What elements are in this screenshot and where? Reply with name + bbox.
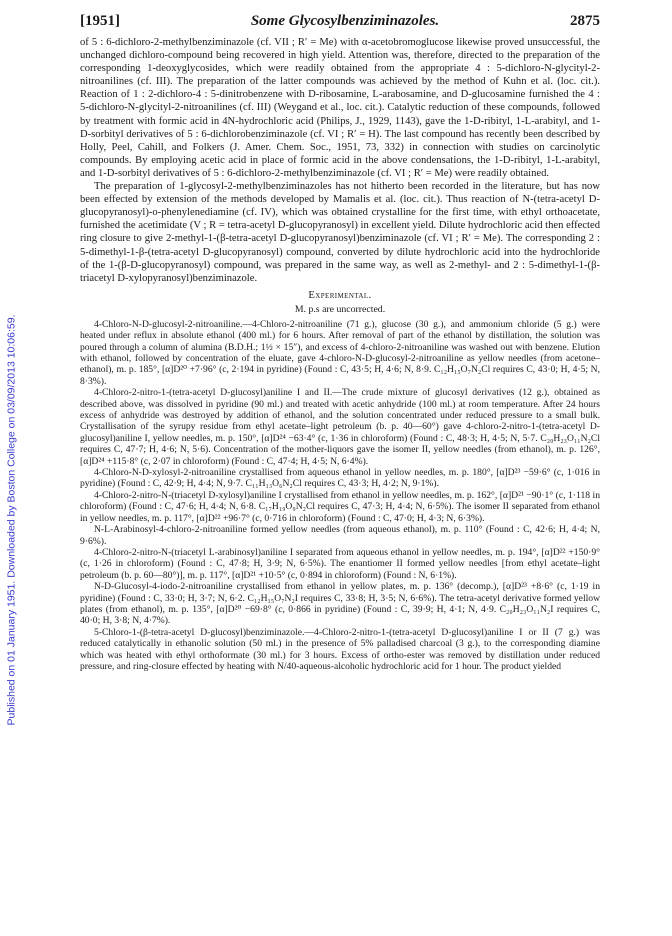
provenance-text: Published on 01 January 1951. Downloaded by Boston College on 03/09/2013 10:06:59. [5, 314, 18, 726]
experimental-paragraph: 4-Chloro-N-D-xylosyl-2-nitroaniline crystallised from aqueous ethanol in yellow needles, m. p. 180°, [α]D²³ −59·6° (c, 1·016 in pyridine) (Found : C, 42·9; H, 4·4; N, 9·7. C₁₁H₁₃O₆N₂Cl requires C, 43·3; H, 4·2; N, 9·1%). [80, 467, 600, 490]
experimental-paragraph: N-L-Arabinosyl-4-chloro-2-nitroaniline formed yellow needles (from aqueous ethanol), m. p. 110° (Found : C, 42·6; H, 4·4; N, 9·6%). [80, 524, 600, 547]
experimental-paragraph: 4-Chloro-2-nitro-N-(triacetyl L-arabinosyl)aniline I separated from aqueous ethanol in yellow needles, m. p. 194°, [α]D²² +150·9° (c, 1·26 in chloroform) (Found : C, 47·8; H, 3·9; N, 6·5%). The enantiomer II formed yellow needles [from ethyl acetate–light petroleum (b. p. 60—80°)], m. p. 117°, [α]D²¹ +10·5° (c, 0·894 in chloroform) (Found : N, 6·1%). [80, 546, 600, 581]
running-title: Some Glycosylbenziminazoles. [250, 13, 440, 29]
download-provenance-note [2, 130, 20, 910]
experimental-paragraph: 5-Chloro-1-(β-tetra-acetyl D-glucosyl)benziminazole.—4-Chloro-2-nitro-1-(tetra-acetyl D-glucosyl)aniline I or II (7 g.) was reduced catalytically in ethanolic solution (50 ml.) in the presence of 5% palladised charcoal (3 g.), to the corresponding diamine which was heated with ethyl orthoformate (30 ml.) for 3 hours. Excess of ortho-ester was removed by distillation under reduced pressure, and ring-closure effected by heating with N/40-aqueous-alcoholic hydrochloric acid for 1 hour. The product yielded [80, 626, 600, 672]
page-header [80, 13, 600, 31]
body-paragraph: of 5 : 6-dichloro-2-methylbenziminazole (cf. VII ; R′ = Me) with α-acetobromoglucose likewise proved unsuccessful, the unchanged dichloro-compound being recovered in high yield. Attention was, therefore, directed to the preparation of the corresponding 1-deoxyglycosides, which were readily obtained from the appropriate 4 : 5-dichloro-N-glycityl-2-nitroanilines (cf. III). The preparation of the latter compounds was achieved by the method of Kuhn et al. (loc. cit.). Reaction of 1 : 2-dichloro-4 : 5-dinitrobenzene with D-ribosamine, L-arabosamine, and D-glucosamine furnished the 4 : 5-dichloro-N-glycityl-2-nitroanilines (cf. III) (Weygand et al., loc. cit.). Catalytic reduction of these compounds, followed by treatment with formic acid in 4N-hydrochloric acid (Philips, J., 1929, 1143), gave the 1-D-ribityl, 1-L-arabityl, and 1-D-sorbityl derivatives of 5 : 6-dichlorobenziminazole (cf. VI ; R′ = H). The last compound has recently been described by Holly, Peel, Cahill, and Folkers (J. Amer. Chem. Soc., 1951, 73, 332) in connection with studies on carcinolytic compounds. By employing acetic acid in place of formic acid in the above condensations, the 1-D-ribityl, 1-L-arabityl, and 1-D-sorbityl derivatives of 5 : 6-dichloro-2-methylbenziminazole (cf. VI ; R′ = Me) were readily obtained. [80, 37, 600, 179]
page-number: 2875 [569, 13, 600, 29]
experimental-paragraph: 4-Chloro-2-nitro-1-(tetra-acetyl D-glucosyl)aniline I and II.—The crude mixture of glucosyl derivatives (12 g.), obtained as described above, was dissolved in pyridine (90 ml.) and treated with acetic anhydride (100 ml.) at room temperature. After 24 hours excess of anhydride was destroyed by addition of ethanol, and the solution concentrated under reduced pressure to a small bulk. Crystallisation of the syrupy residue from ethyl acetate–light petroleum (b. p. 40—60°) gave 4-chloro-2-nitro-1-(tetra-acetyl D-glucosyl)aniline I, yellow needles, m. p. 150°, [α]D²⁴ −63·4° (c, 1·36 in chloroform) (Found : C, 48·3; H, 4·5; N, 5·7. C₂₀H₂₃O₁₁N₂Cl requires C, 47·7; H, 4·6; N, 5·6). Concentration of the mother-liquors gave the isomer II, yellow needles (from ethanol), m. p. 126°, [α]D²⁴ +115·8° (c, 2·07 in chloroform) (Found : C, 47·4; H, 4·5; N, 6·4%). [80, 387, 600, 467]
section-heading: Experimental. [308, 289, 372, 301]
experimental-paragraph: N-D-Glucosyl-4-iodo-2-nitroaniline crystallised from ethanol in yellow plates, m. p. 136° (decomp.), [α]D²³ +8·6° (c, 1·19 in pyridine) (Found : C, 33·0; H, 3·7; N, 6·2. C₁₂H₁₅O₇N₂I requires C, 33·8; H, 3·5; N, 6·6%). The tetra-acetyl derivative formed yellow plates (from ethanol), m. p. 135°, [α]D²⁰ −69·8° (c, 0·866 in pyridine) (Found : C, 39·9; H, 4·1; N, 4·9. C₂₀H₂₃O₁₁N₂I requires C, 40·0; H, 3·8; N, 4·7%). [80, 581, 600, 627]
experimental-paragraph: 4-Chloro-N-D-glucosyl-2-nitroaniline.—4-Chloro-2-nitroaniline (71 g.), glucose (30 g.), and ammonium chloride (5 g.) were heated under reflux in absolute ethanol (400 ml.) for 6 hours. After removal of part of the ethanol by distillation, the solution was poured through a column of alumina (B.D.H.; 1½ × 15″), and excess of 4-chloro-2-nitroaniline was washed out with benzene. Elution with ethanol, followed by concentration of the eluate, gave 4-chloro-N-D-glucosyl-2-nitroaniline as yellow needles (from acetone–ethanol), m. p. 185°, [α]D²⁰ +7·96° (c, 2·194 in pyridine) (Found : C, 43·5; H, 4·6; N, 8·9. C₁₂H₁₅O₇N₂Cl requires C, 43·0; H, 4·5; N, 8·3%). [80, 318, 600, 387]
section-subheading: M. p.s are uncorrected. [294, 303, 386, 315]
body-paragraph: The preparation of 1-glycosyl-2-methylbenziminazoles has not hitherto been recorded in the literature, but has now been effected by extension of the methods developed by Mamalis et al. (loc. cit.). Thus reaction of N-(tetra-acetyl D-glucopyranosyl)-o-phenylenediamine (cf. IV), which was obtained crystalline for the first time, with ethyl orthoacetate, furnished the acetimidate (V ; R = tetra-acetyl D-glucopyranosyl) in excellent yield. Dilute hydrochloric acid then effected ring closure to give 2-methyl-1-(β-tetra-acetyl D-glucopyranosyl)benziminazole (cf. VI ; R′ = Me). The corresponding 2 : 5-dimethyl-1-β-(tetra-acetyl D-glucopyranosyl) compound, converted by dilute hydrochloric acid into the hydrochloride of the 1-(β-D-glucopyranosyl) compound, was prepared in the same way, as well as 2-methyl- and 2 : 5-dimethyl-1-(β-triacetyl D-xylopyranosyl)benziminazole. [80, 181, 600, 284]
header-year: [1951] [80, 13, 120, 29]
introduction-text [80, 36, 600, 285]
experimental-paragraph: 4-Chloro-2-nitro-N-(triacetyl D-xylosyl)aniline I crystallised from ethanol in yellow needles, m. p. 162°, [α]D²¹ −90·1° (c, 1·118 in chloroform) (Found : C, 47·6; H, 4·4; N, 6·8. C₁₇H₁₉O₉N₂Cl requires C, 47·3; H, 4·4; N, 6·5%). The isomer II separated from ethanol in yellow needles, m. p. 117°, [α]D²² +96·7° (c, 0·716 in chloroform) (Found : C, 47·0; H, 4·3; N, 6·3%). [80, 489, 600, 524]
experimental-text [80, 319, 600, 673]
article-body [80, 36, 600, 672]
